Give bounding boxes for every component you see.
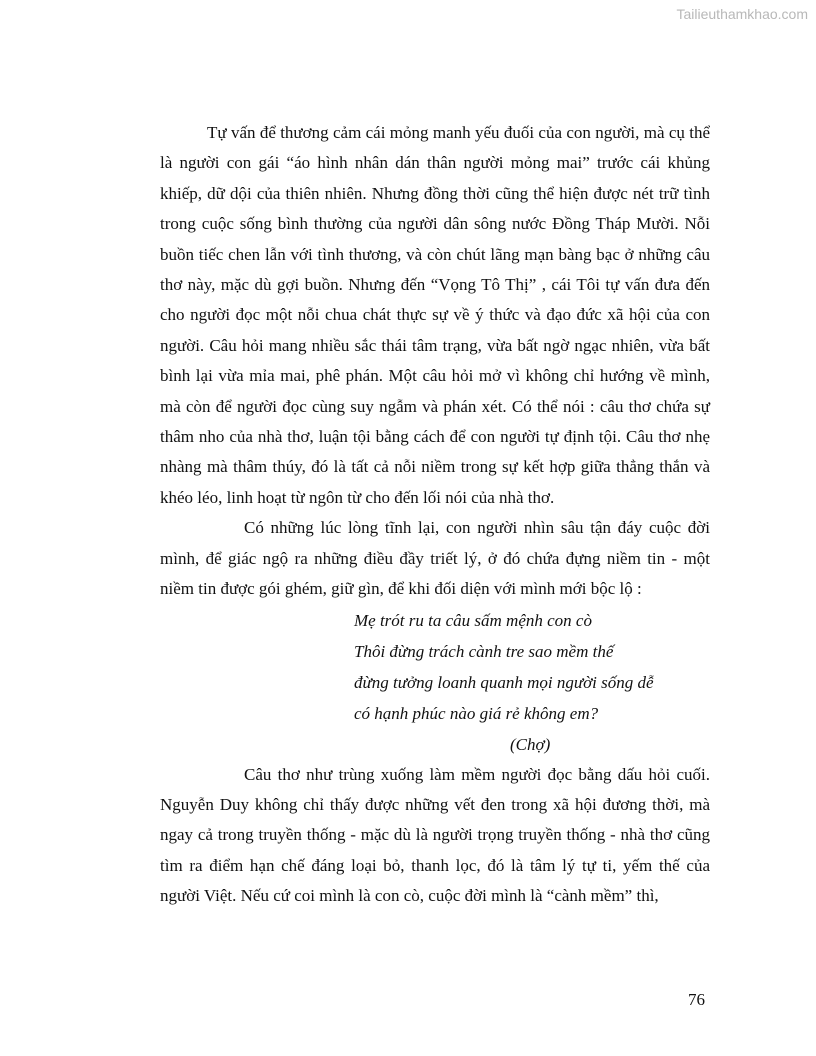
paragraph-1: Tự vấn để thương cảm cái mỏng manh yếu đuối của con người, mà cụ thể là người con gái “áo hình nhân dán thân người mỏng mai” trước cái khủng khiếp, dữ dội của thiên nhiên. Nhưng đồng thời cũng thể hiện được nét trữ tình trong cuộc sống bình thường của người dân sông nước Đồng Tháp Mười. Nỗi buồn tiếc chen lẫn với tình thương, và còn chút lãng mạn bàng bạc ở những câu thơ này, mặc dù gợi buồn. Nhưng đến “Vọng Tô Thị” , cái Tôi tự vấn đưa đến cho người đọc một nỗi chua chát thực sự về ý thức và đạo đức xã hội của con người. Câu hỏi mang nhiều sắc thái tâm trạng, vừa bất ngờ ngạc nhiên, vừa bất bình lại vừa mỉa mai, phê phán. Một câu hỏi mở vì không chỉ hướng về mình, mà còn để người đọc cùng suy ngẫm và phán xét. Có thể nói : câu thơ chứa sự thâm nho của nhà thơ, luận tội bằng cách để con người tự định tội. Câu thơ nhẹ nhàng mà thâm thúy, đó là tất cả nỗi niềm trong sự kết hợp giữa thẳng thắn và khéo léo, linh hoạt từ ngôn từ cho đến lối nói của nhà thơ. [160,123,710,507]
poem-line: Mẹ trót ru ta câu sấm mệnh con cò [354,610,592,630]
page-number: 76 [688,990,705,1009]
page-body [160,118,710,912]
poem-source: (Chợ) [510,734,551,754]
poem-line: có hạnh phúc nào giá rẻ không em? [354,703,599,723]
poem-line: Thôi đừng trách cành tre sao mềm thế [354,641,614,661]
poem-excerpt [354,605,710,729]
paragraph-3: Câu thơ như trùng xuống làm mềm người đọc bằng dấu hỏi cuối. Nguyễn Duy không chỉ thấy được những vết đen trong xã hội đương thời, mà ngay cả trong truyền thống - mặc dù là người trọng truyền thống - nhà thơ cũng tìm ra điểm hạn chế đáng loại bỏ, thanh lọc, đó là tâm lý tự ti, yếm thế của người Việt. Nếu cứ coi mình là con cò, cuộc đời mình là “cành mềm” thì, [160,764,710,906]
watermark: Tailieuthamkhao.com [676,6,808,22]
paragraph-2: Có những lúc lòng tĩnh lại, con người nhìn sâu tận đáy cuộc đời mình, để giác ngộ ra những điều đầy triết lý, ở đó chứa đựng niềm tin - một niềm tin được gói ghém, giữ gìn, để khi đối diện với mình mới bộc lộ : [160,518,710,599]
poem-line: đừng tưởng loanh quanh mọi người sống dễ [354,672,654,692]
